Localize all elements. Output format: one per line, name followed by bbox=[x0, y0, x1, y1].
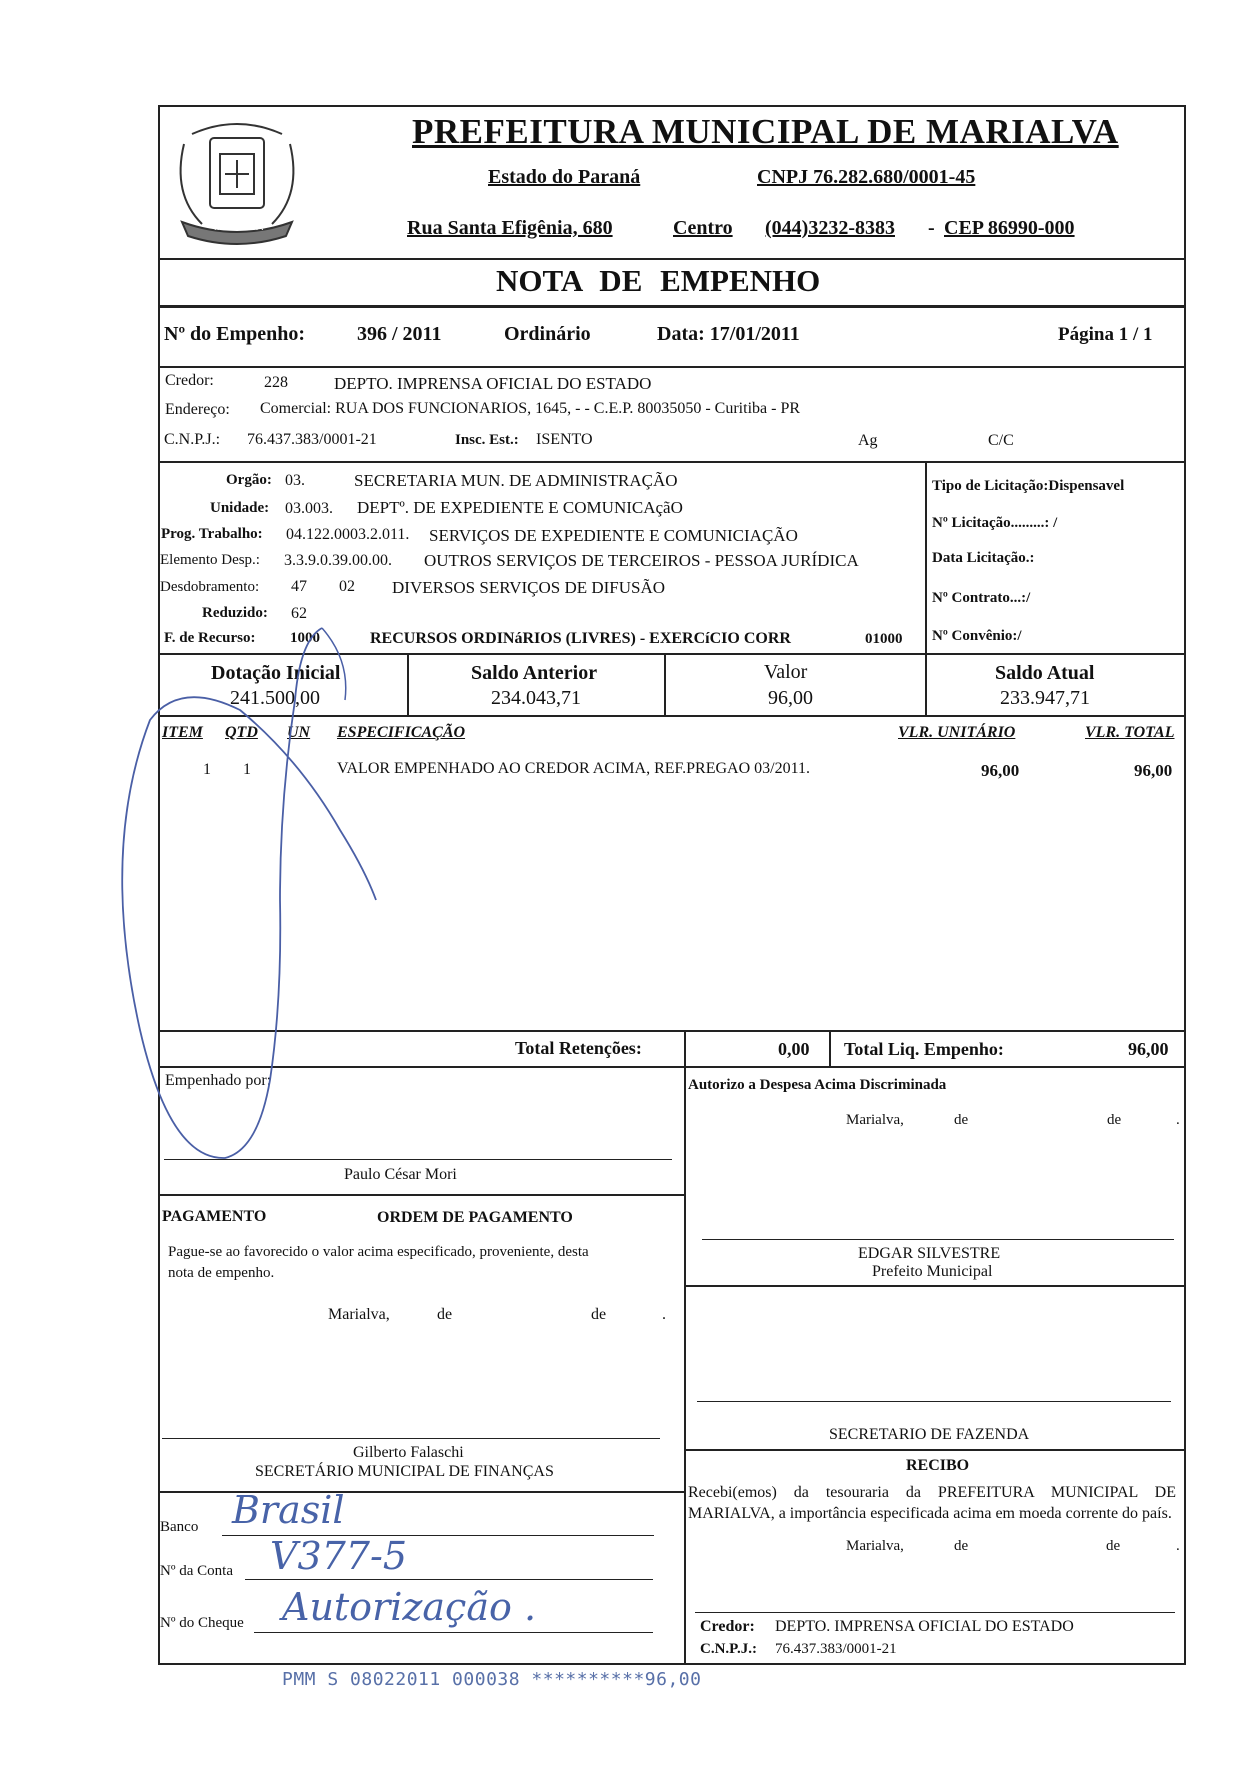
sec-fin-name: Gilberto Falaschi bbox=[353, 1444, 464, 1461]
address-district: Centro bbox=[673, 217, 733, 239]
orgao-label: Orgão: bbox=[226, 472, 272, 488]
credor-cnpj: 76.437.383/0001-21 bbox=[247, 431, 377, 448]
autorizo-de-1: de bbox=[954, 1112, 969, 1128]
tipo-licitacao: Tipo de Licitação:Dispensavel bbox=[932, 478, 1125, 494]
autorizo-dot: . bbox=[1176, 1112, 1180, 1128]
recibo-text: Recebi(emos) da tesouraria da PREFEITURA MUNICIPAL DE MARIALVA, a importância especificada acima em moeda corrente do país. bbox=[688, 1484, 1176, 1522]
date-de-2: de bbox=[591, 1306, 607, 1323]
empenhado-name: Paulo César Mori bbox=[344, 1166, 457, 1183]
prog-name: SERVIÇOS DE EXPEDIENTE E COMUNICIAÇÃO bbox=[429, 526, 798, 545]
recibo-place: Marialva, bbox=[846, 1538, 904, 1554]
autorizo-de-2: de bbox=[1107, 1112, 1122, 1128]
col-unit-header: VLR. UNITÁRIO bbox=[898, 724, 1016, 741]
empenho-date: Data: 17/01/2011 bbox=[657, 323, 800, 345]
autorizo-place: Marialva, bbox=[846, 1112, 904, 1128]
retencoes-label: Total Retenções: bbox=[515, 1038, 642, 1058]
place-label: Marialva, bbox=[328, 1306, 390, 1323]
row-total: 96,00 bbox=[1134, 761, 1173, 780]
ie-label: Insc. Est.: bbox=[455, 432, 519, 448]
banco-label: Banco bbox=[160, 1519, 199, 1535]
cc-label: C/C bbox=[988, 432, 1014, 449]
doc-title: NOTA DE EMPENHO bbox=[496, 263, 821, 298]
recurso-number: 01000 bbox=[865, 631, 903, 647]
saldo-anterior-label: Saldo Anterior bbox=[471, 662, 598, 684]
cnpj-credor-label: C.N.P.J.: bbox=[164, 431, 221, 448]
empenho-number: 396 / 2011 bbox=[357, 323, 442, 345]
valor-value: 96,00 bbox=[768, 687, 813, 709]
prefeito-name: EDGAR SILVESTRE bbox=[858, 1245, 1001, 1262]
prefeitura-title: PREFEITURA MUNICIPAL DE MARIALVA bbox=[412, 112, 1119, 151]
reduzido-label: Reduzido: bbox=[202, 605, 268, 621]
empenho-label: Nº do Empenho: bbox=[164, 323, 306, 345]
recurso-label: F. de Recurso: bbox=[164, 630, 256, 646]
credor-label: Credor: bbox=[165, 372, 214, 389]
conta-handwritten: V377-5 bbox=[270, 1534, 407, 1578]
liq-label: Total Liq. Empenho: bbox=[844, 1039, 1004, 1059]
date-de-1: de bbox=[437, 1306, 453, 1323]
recibo-cnpj: 76.437.383/0001-21 bbox=[775, 1641, 897, 1657]
recurso-code: 1000 bbox=[290, 630, 320, 646]
ag-label: Ag bbox=[858, 432, 878, 449]
pague-text-1: Pague-se ao favorecido o valor acima especificado, proveniente, desta bbox=[168, 1244, 589, 1260]
row-qtd: 1 bbox=[243, 761, 251, 778]
reduzido-value: 62 bbox=[291, 605, 307, 622]
row-unit: 96,00 bbox=[981, 761, 1020, 780]
desd-label: Desdobramento: bbox=[160, 579, 260, 595]
cheque-label: Nº do Cheque bbox=[160, 1615, 244, 1631]
unidade-name: DEPTº. DE EXPEDIENTE E COMUNICAçãO bbox=[357, 498, 683, 517]
unidade-label: Unidade: bbox=[210, 500, 270, 516]
sec-fazenda: SECRETARIO DE FAZENDA bbox=[829, 1426, 1030, 1443]
credor-address: Comercial: RUA DOS FUNCIONARIOS, 1645, - - C.E.P. 80035050 - Curitiba - PR bbox=[260, 400, 801, 417]
row-item: 1 bbox=[203, 761, 211, 778]
saldo-atual-value: 233.947,71 bbox=[1000, 687, 1090, 709]
pagamento-label: PAGAMENTO bbox=[162, 1208, 267, 1225]
orgao-name: SECRETARIA MUN. DE ADMINISTRAÇÃO bbox=[354, 471, 678, 490]
pague-text-2: nota de empenho. bbox=[168, 1265, 275, 1281]
prog-label: Prog. Trabalho: bbox=[161, 526, 263, 542]
recurso-name: RECURSOS ORDINáRIOS (LIVRES) - EXERCíCIO CORR bbox=[370, 630, 791, 647]
payment-stamp: PMM S 08022011 000038 **********96,00 bbox=[282, 1669, 702, 1690]
recibo-credor-label: Credor: bbox=[700, 1618, 755, 1635]
prog-code: 04.122.0003.2.011. bbox=[286, 526, 410, 543]
recibo-cnpj-label: C.N.P.J.: bbox=[700, 1641, 757, 1657]
elem-name: OUTROS SERVIÇOS DE TERCEIROS - PESSOA JURÍDICA bbox=[424, 551, 859, 570]
col-item-header: ITEM bbox=[162, 724, 203, 741]
col-qtd-header: QTD bbox=[225, 724, 258, 741]
desd-name: DIVERSOS SERVIÇOS DE DIFUSÃO bbox=[392, 578, 666, 597]
desd-b: 02 bbox=[339, 578, 355, 595]
cheque-handwritten: Autorização . bbox=[282, 1585, 537, 1629]
credor-name: DEPTO. IMPRENSA OFICIAL DO ESTADO bbox=[334, 374, 652, 393]
elem-code: 3.3.9.0.39.00.00. bbox=[284, 552, 392, 569]
saldo-anterior-value: 234.043,71 bbox=[491, 687, 581, 709]
liq-value: 96,00 bbox=[1128, 1039, 1169, 1059]
recibo-title: RECIBO bbox=[906, 1457, 970, 1474]
numero-convenio: Nº Convênio:/ bbox=[932, 628, 1022, 644]
recibo-de-1: de bbox=[954, 1538, 969, 1554]
empenhado-label: Empenhado por: bbox=[165, 1072, 272, 1089]
elem-label: Elemento Desp.: bbox=[160, 552, 260, 568]
data-licitacao: Data Licitação.: bbox=[932, 550, 1035, 566]
numero-licitacao: Nº Licitação.........: / bbox=[932, 515, 1058, 531]
sec-fin-title: SECRETÁRIO MUNICIPAL DE FINANÇAS bbox=[255, 1463, 554, 1480]
ie-value: ISENTO bbox=[536, 431, 593, 448]
saldo-atual-label: Saldo Atual bbox=[995, 662, 1095, 684]
banco-handwritten: Brasil bbox=[232, 1488, 345, 1532]
retencoes-value: 0,00 bbox=[778, 1039, 810, 1059]
page-number: Página 1 / 1 bbox=[1058, 324, 1153, 345]
address-phone: (044)3232-8383 bbox=[765, 217, 895, 239]
recibo-credor: DEPTO. IMPRENSA OFICIAL DO ESTADO bbox=[775, 1618, 1074, 1635]
numero-contrato: Nº Contrato...:/ bbox=[932, 590, 1031, 606]
unidade-code: 03.003. bbox=[285, 500, 333, 517]
address-street: Rua Santa Efigênia, 680 bbox=[407, 217, 613, 239]
endereco-label: Endereço: bbox=[165, 401, 230, 418]
col-un-header: UN bbox=[287, 724, 311, 741]
recibo-dot: . bbox=[1176, 1538, 1180, 1554]
col-total-header: VLR. TOTAL bbox=[1085, 724, 1175, 741]
orgao-code: 03. bbox=[285, 472, 305, 489]
state-label: Estado do Paraná bbox=[488, 166, 641, 188]
dotacao-label: Dotação Inicial bbox=[211, 662, 341, 684]
desd-a: 47 bbox=[291, 578, 307, 595]
address-dash: - bbox=[928, 217, 935, 239]
row-spec: VALOR EMPENHADO AO CREDOR ACIMA, REF.PREGAO 03/2011. bbox=[337, 760, 810, 777]
valor-label: Valor bbox=[764, 661, 808, 683]
recibo-de-2: de bbox=[1106, 1538, 1121, 1554]
seal-ribbon-text: MARIALVA bbox=[214, 222, 264, 233]
autorizo-label: Autorizo a Despesa Acima Discriminada bbox=[688, 1077, 947, 1093]
col-esp-header: ESPECIFICAÇÃO bbox=[337, 724, 466, 741]
credor-code: 228 bbox=[264, 374, 288, 391]
cnpj-label: CNPJ 76.282.680/0001-45 bbox=[757, 166, 976, 188]
empenho-type: Ordinário bbox=[504, 323, 591, 345]
ordem-label: ORDEM DE PAGAMENTO bbox=[377, 1209, 573, 1226]
date-dot: . bbox=[662, 1306, 666, 1323]
dotacao-value: 241.500,00 bbox=[230, 687, 320, 709]
conta-label: Nº da Conta bbox=[160, 1563, 233, 1579]
address-cep: CEP 86990-000 bbox=[944, 217, 1075, 239]
prefeito-title: Prefeito Municipal bbox=[872, 1263, 993, 1280]
